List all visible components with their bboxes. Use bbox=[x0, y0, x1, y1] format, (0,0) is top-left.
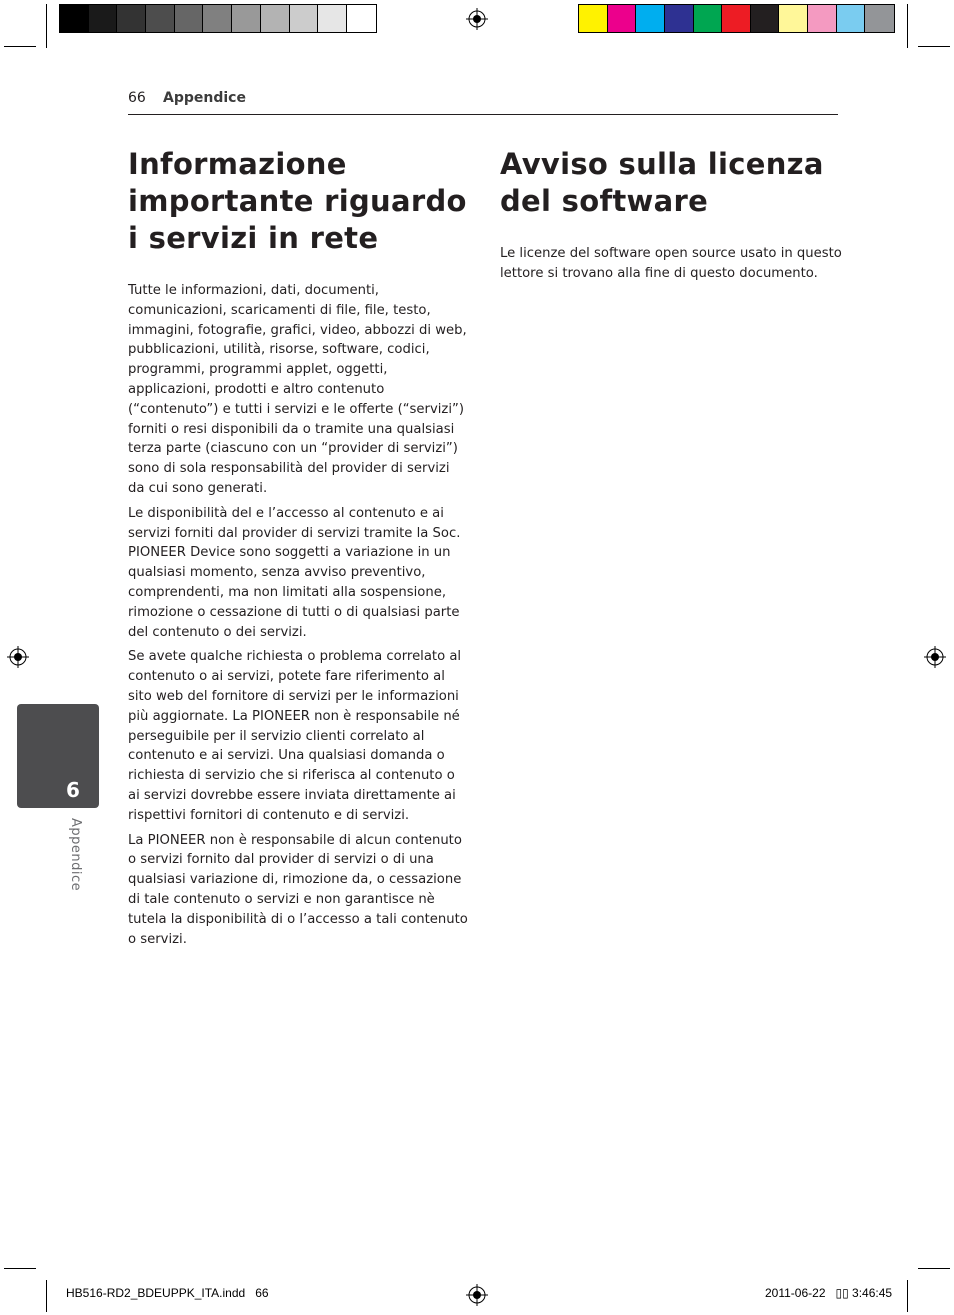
color-swatch bbox=[203, 5, 232, 32]
color-swatch bbox=[636, 5, 665, 32]
color-swatch bbox=[751, 5, 780, 32]
paragraph: La PIONEER non è responsabile di alcun contenuto o servizi fornito dal provider di servizi o di una qualsiasi variazione di, rimozione da, o cessazione di tale contenuto o servizi e non garantisce nè tutela la disponibilità di o l’accesso a tali contenuto o servizi. bbox=[128, 832, 468, 947]
crop-mark bbox=[4, 46, 36, 47]
crop-mark bbox=[907, 1280, 908, 1312]
crop-mark bbox=[46, 1280, 47, 1312]
color-swatch bbox=[175, 5, 204, 32]
page-number: 66 bbox=[128, 90, 146, 106]
section-heading-license: Avviso sulla licenza del software bbox=[500, 147, 824, 218]
crop-mark bbox=[907, 4, 908, 48]
file-slug: HB516-RD2_BDEUPPK_ITA.indd 66 bbox=[66, 1286, 269, 1300]
section-heading-services: Informazione importante riguardo i servizi in rete bbox=[128, 147, 467, 255]
color-swatch bbox=[232, 5, 261, 32]
header-rule bbox=[128, 114, 838, 115]
crop-mark bbox=[46, 4, 47, 48]
registration-mark-icon bbox=[466, 8, 488, 30]
color-swatch bbox=[608, 5, 637, 32]
paragraph: Tutte le informazioni, dati, documenti, comunicazioni, scaricamenti di file, file, testo, immagini, fotografie, grafici, video, abbozzi di web, pubblicazioni, utilità, risorse, software, codici, programmi, programmi applet, oggetti, applicazioni, prodotti e altro contenuto (“contenuto”) e tutti i servizi e le offerte (“servizi”) forniti o resi disponibili da o tramite una qualsiasi terza parte (ciascuno con un “provider di servizi”) sono di sola responsabilità del provider di servizi da cui sono generati. bbox=[128, 283, 467, 496]
right-column-body bbox=[500, 244, 842, 289]
color-swatch bbox=[347, 5, 376, 32]
process-color-bar bbox=[578, 4, 895, 33]
grayscale-color-bar bbox=[59, 4, 377, 33]
chapter-label: Appendice bbox=[68, 818, 83, 892]
registration-mark-icon bbox=[7, 646, 29, 668]
color-swatch bbox=[117, 5, 146, 32]
color-swatch bbox=[318, 5, 347, 32]
color-swatch bbox=[146, 5, 175, 32]
chapter-number: 6 bbox=[66, 778, 80, 802]
paragraph: Le disponibilità del e l’accesso al contenuto e ai servizi forniti dal provider di servizi tramite la Soc. PIONEER Device sono soggetti a variazione in un qualsiasi momento, senza avviso preventivo, comprendenti, ma non limitati alla sospensione, rimozione o cessazione di tutti o di qualsiasi parte del contenuto o dei servizi. bbox=[128, 505, 461, 640]
crop-mark bbox=[918, 46, 950, 47]
running-head: Appendice bbox=[163, 90, 246, 106]
color-swatch bbox=[722, 5, 751, 32]
chapter-tab bbox=[17, 704, 99, 808]
color-swatch bbox=[837, 5, 866, 32]
date-slug: 2011-06-22 ▯▯ 3:46:45 bbox=[765, 1286, 893, 1300]
color-swatch bbox=[808, 5, 837, 32]
paragraph: Se avete qualche richiesta o problema correlato al contenuto o ai servizi, potete fare riferimento al sito web del fornitore di servizi per le informazioni più aggiornate. La PIONEER non è responsabile né perseguibile per il servizio clienti correlato al contenuto e ai servizi. Una qualsiasi domanda o richiesta di servizio che si riferisca al contenuto o ai servizi dovrebbe essere inviata direttamente ai rispettivi fornitori di contenuto e di servizi. bbox=[128, 649, 462, 823]
crop-mark bbox=[918, 1268, 950, 1269]
color-swatch bbox=[261, 5, 290, 32]
left-column-body bbox=[128, 281, 470, 954]
registration-mark-icon bbox=[924, 646, 946, 668]
color-swatch bbox=[89, 5, 118, 32]
color-swatch bbox=[694, 5, 723, 32]
registration-mark-icon bbox=[466, 1284, 488, 1306]
color-swatch bbox=[290, 5, 319, 32]
paragraph: Le licenze del software open source usato in questo lettore si trovano alla fine di questo documento. bbox=[500, 246, 842, 281]
color-swatch bbox=[60, 5, 89, 32]
color-swatch bbox=[579, 5, 608, 32]
color-swatch bbox=[779, 5, 808, 32]
crop-mark bbox=[4, 1268, 36, 1269]
color-swatch bbox=[865, 5, 894, 32]
color-swatch bbox=[665, 5, 694, 32]
